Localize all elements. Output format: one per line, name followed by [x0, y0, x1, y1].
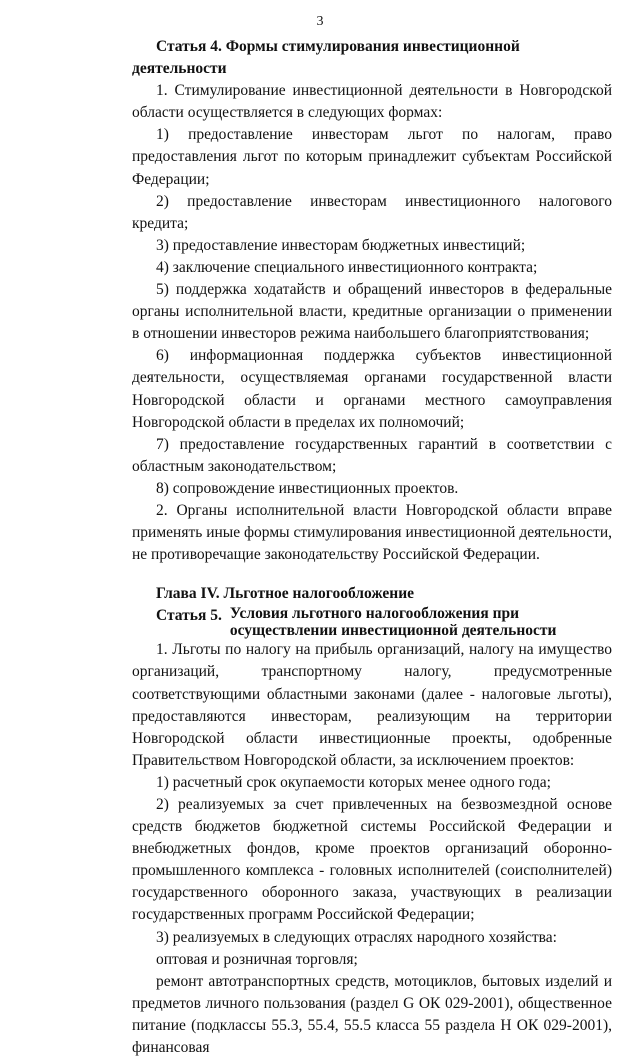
- paragraph: 3) предоставление инвесторам бюджетных инвестиций;: [156, 236, 526, 254]
- article-5-title: Условия льготного налогообложения при осуществлении инвестиционной деятельности: [229, 605, 557, 640]
- paragraph: 2) предоставление инвесторам инвестиционного налогового кредита;: [132, 192, 612, 232]
- article-5-heading: [132, 605, 612, 639]
- paragraph: 1. Стимулирование инвестиционной деятельности в Новгородской области осуществляется в следующих формах:: [132, 82, 612, 122]
- paragraph: 8) сопровождение инвестиционных проектов.: [156, 479, 459, 497]
- paragraph: 1) предоставление инвесторам льгот по налогам, право предоставления льгот по которым принадлежит субъектам Российской Федерации;: [132, 126, 612, 188]
- chapter-4-heading: Глава IV. Льготное налогообложение: [156, 585, 415, 603]
- paragraph: 7) предоставление государственных гарантий в соответствии с областным законодательством;: [132, 435, 612, 475]
- paragraph: 2. Органы исполнительной власти Новгородской области вправе применять иные формы стимулирования инвестиционной деятельности, не противоречащие законодательству Российской Федерации.: [132, 501, 612, 564]
- page-number: 3: [316, 14, 324, 29]
- document-body: [132, 36, 612, 1059]
- paragraph: оптовая и розничная торговля;: [156, 950, 358, 968]
- article-5-label: Статья 5.: [156, 607, 222, 625]
- article-4-heading: Статья 4. Формы стимулирования инвестиционной деятельности: [132, 38, 520, 78]
- paragraph: 1) расчетный срок окупаемости которых менее одного года;: [156, 773, 551, 791]
- paragraph: 4) заключение специального инвестиционного контракта;: [156, 258, 538, 276]
- paragraph: 1. Льготы по налогу на прибыль организаций, налогу на имущество организаций, транспортному налогу, предусмотренные соответствующими областными законами (далее - налоговые льготы), предоставляются инвесторам, реализующим на территории Новгородской области инвестиционные проекты, одобренные Правительством Новгородской области, за исключением проектов:: [132, 641, 612, 769]
- paragraph: 6) информационная поддержка субъектов инвестиционной деятельности, осуществляемая органами государственной власти Новгородской области и органами местного самоуправления Новгородской области в пределах их полномочий;: [132, 347, 612, 431]
- paragraph: 5) поддержка ходатайств и обращений инвесторов в федеральные органы исполнительной власти, кредитные организации о применении в отношении инвесторов режима наибольшего благоприятствования;: [132, 281, 612, 343]
- paragraph: 3) реализуемых в следующих отраслях народного хозяйства:: [156, 928, 557, 946]
- paragraph: ремонт автотранспортных средств, мотоциклов, бытовых изделий и предметов личного пользования (раздел G ОК 029-2001), общественное питание (подклассы 55.3, 55.4, 55.5 класса 55 раздела H ОК 029-2001), финансовая: [132, 972, 612, 1057]
- paragraph: 2) реализуемых за счет привлеченных на безвозмездной основе средств бюджетов бюджетной системы Российской Федерации и внебюджетных фондов, кроме проектов организаций оборонно-промышленного комплекса - головных исполнителей (соисполнителей) государственного оборонного заказа, участвующих в реализации государственных программ Российской Федерации;: [132, 796, 612, 924]
